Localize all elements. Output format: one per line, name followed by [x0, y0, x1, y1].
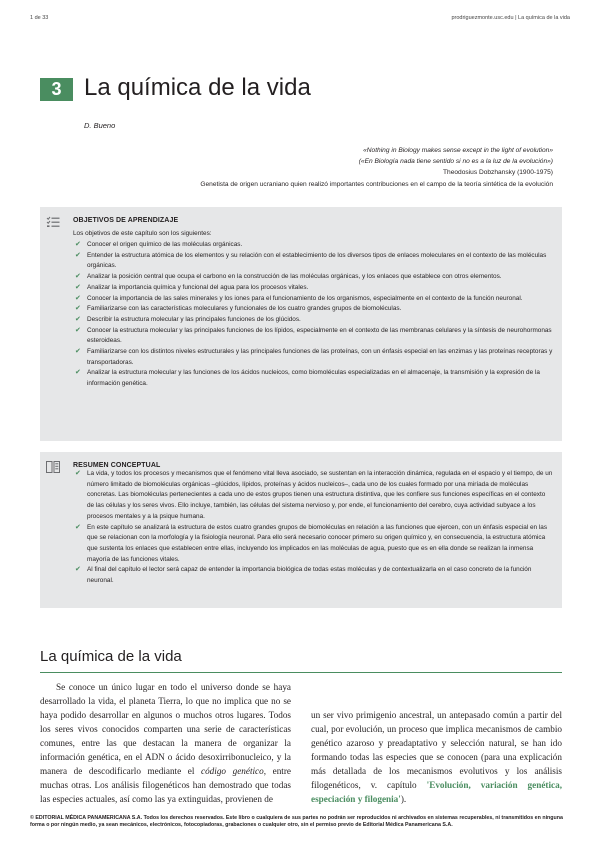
list-item: ✔ Familiarizarse con los distintos niveles estructurales y las principales funciones de las proteínas, con un énfasis especial en las enzimas y las proteínas receptoras y transportadoras. — [75, 348, 553, 366]
list-item: ✔ Conocer la importancia de las sales minerales y los iones para el funcionamiento de los organismos, especialmente en el contexto de la función neuronal. — [75, 294, 554, 305]
emphasis-codigo-genetico: código genético — [201, 766, 264, 776]
summary-list — [75, 469, 554, 587]
check-icon: ✔ — [75, 241, 81, 248]
check-icon: ✔ — [75, 305, 81, 313]
list-item: ✔ Familiarizarse con las características moleculares y funcionales de los cuatro grandes grupos de biomoléculas. — [75, 304, 554, 315]
epigraph-description: Genetista de origen ucraniano quien realizó importantes contribuciones en el campo de la teoría sintética de la evolución — [200, 180, 553, 188]
summary-icon — [46, 460, 60, 472]
epigraph — [113, 145, 553, 190]
page-indicator: 1 de 33 — [30, 15, 49, 21]
list-item: ✔ Conocer la estructura molecular y las principales funciones de los lípidos, especialmente en el contexto de las membranas celulares y la síntesis de neurohormonas esteroideas. — [75, 326, 552, 345]
list-item: ✔ Analizar la importancia química y funcional del agua para los procesos vitales. — [75, 283, 554, 294]
epigraph-quote-english: «Nothing in Biology makes sense except in the light of evolution» — [363, 147, 553, 154]
source-line: prodriguezmonte.usc.edu | La química de la vida — [451, 15, 570, 21]
list-item: ✔ Analizar la estructura molecular y las funciones de los ácidos nucleicos, como biomoléculas especializadas en el almacenaje, la transmisión y la expresión de la información genética. — [75, 369, 540, 388]
check-icon: ✔ — [75, 470, 81, 477]
learning-objectives-box — [40, 207, 562, 441]
check-icon: ✔ — [75, 251, 81, 259]
chapter-number-badge: 3 — [40, 78, 73, 101]
chapter-author: D. Bueno — [84, 121, 116, 130]
check-icon: ✔ — [75, 566, 81, 574]
checklist-icon — [46, 215, 60, 227]
objectives-intro: Los objetivos de este capítulo son los siguientes: — [73, 230, 212, 237]
epigraph-attribution: Theodosius Dobzhansky (1900-1975) — [443, 169, 553, 177]
check-icon: ✔ — [75, 294, 81, 302]
list-item: ✔ Describir la estructura molecular y las principales funciones de los glúcidos. — [75, 315, 554, 326]
list-item: ✔ Analizar la posición central que ocupa el carbono en la construcción de las moléculas orgánicas, y los enlaces que establece con otros elementos. — [75, 272, 554, 283]
summary-title: RESUMEN CONCEPTUAL — [73, 462, 161, 469]
check-icon: ✔ — [75, 369, 81, 377]
chapter-cross-reference-link[interactable]: 'Evolución, variación genética, especiación y filogenia' — [311, 780, 562, 804]
epigraph-quote-spanish: («En Biología nada tiene sentido si no es a la luz de la evolución») — [358, 158, 553, 166]
check-icon: ✔ — [75, 348, 81, 356]
section-heading: La química de la vida — [40, 648, 182, 665]
check-icon: ✔ — [75, 326, 81, 334]
copyright-footer: © EDITORIAL MÉDICA PANAMERICANA S.A. Todos los derechos reservados. Este libro o cualquiera de sus partes no podrán ser reproducidos ni archivados en sistemas recuperables, ni transmitidos en ninguna forma o por ningún medio, ya sean mecánicos, electrónicos, fotocopiadoras, grabaciones o cualquier otro, sin el permiso previo de Editorial Médica Panamericana S.A. — [30, 815, 563, 828]
body-text-right-column: un ser vivo primigenio ancestral, un antepasado común a partir del cual, por evolución, un proceso que implica mecanismos de cambio genético azaroso y preadaptativo y selección natural, se han ido formando todas las especies que se conocen (para una explicación más detallada de los mecanismos evolutivos y los análisis filogenéticos, v. capítulo 'Evolución, variación genética, especiación y filogenia'). — [311, 710, 562, 804]
check-icon: ✔ — [75, 283, 81, 291]
objectives-list — [75, 240, 554, 390]
check-icon: ✔ — [75, 315, 81, 323]
check-icon: ✔ — [75, 523, 81, 531]
objectives-title: OBJETIVOS DE APRENDIZAJE — [73, 217, 179, 224]
section-divider — [40, 672, 562, 673]
list-item: ✔ En este capítulo se analizará la estructura de estos cuatro grandes grupos de biomoléculas en relación a las funciones que ejercen, con un énfasis especial en las que se relacionan con la morfología y la fisiología neuronal. Para ello será necesario conocer primero su origen químico y, en consecuencia, la estructura atómica que sustenta los enlaces que establecen entre ellas, incluyendo los implicados en las moléculas de agua, puesto que es en ella donde se realizan la inmensa mayoría de las funciones vitales. — [75, 523, 548, 563]
body-text-left-column: Se conoce un único lugar en todo el universo donde se haya desarrollado la vida, el planeta Tierra, lo que no implica que no se haya podido desarrollar en algunos o muchos otros lugares. Todos los seres vivos conocidos comparten una serie de características comunes, entre las que destacan la manera de organizar la información genética, en el ADN o ácido desoxirribonucleico, y la manera de descodificarlo mediante el código genético, entre muchas otras. Los análisis filogenéticos han demostrado que todas las especies actuales, así como las ya extinguidas, provienen de — [40, 682, 291, 804]
list-item: ✔ La vida, y todos los procesos y mecanismos que el fenómeno vital lleva asociado, se sustentan en la interacción dinámica, regulada en el espacio y el tiempo, de un número limitado de biomoléculas orgánicas –glúcidos, lípidos, proteínas y ácidos nucleicos–, cada uno de los cuales formado por una miríada de moléculas concretas. Las biomoléculas pertenecientes a cada uno de estos grupos tienen una estructura distintiva, que les confiere sus funciones específicas en el contexto de las células y los seres vivos. Ello incluye, también, las células del sistema nervioso y, por ende, el funcionamiento del cerebro, cuya actividad subyace a los procesos mentales y a la psique humana. — [75, 470, 553, 520]
list-item: ✔ Al final del capítulo el lector será capaz de entender la importancia biológica de todas estas moléculas y de contextualizarla en el caso concreto de la función neuronal. — [75, 566, 532, 585]
chapter-title: La química de la vida — [84, 74, 311, 101]
check-icon: ✔ — [75, 273, 81, 281]
list-item: ✔ Entender la estructura atómica de los elementos y su relación con el establecimiento de los diversos tipos de enlaces moleculares en el contexto de las moléculas orgánicas. — [75, 251, 547, 270]
conceptual-summary-box — [40, 452, 562, 608]
list-item: ✔ Conocer el origen químico de las moléculas orgánicas. — [75, 240, 554, 251]
